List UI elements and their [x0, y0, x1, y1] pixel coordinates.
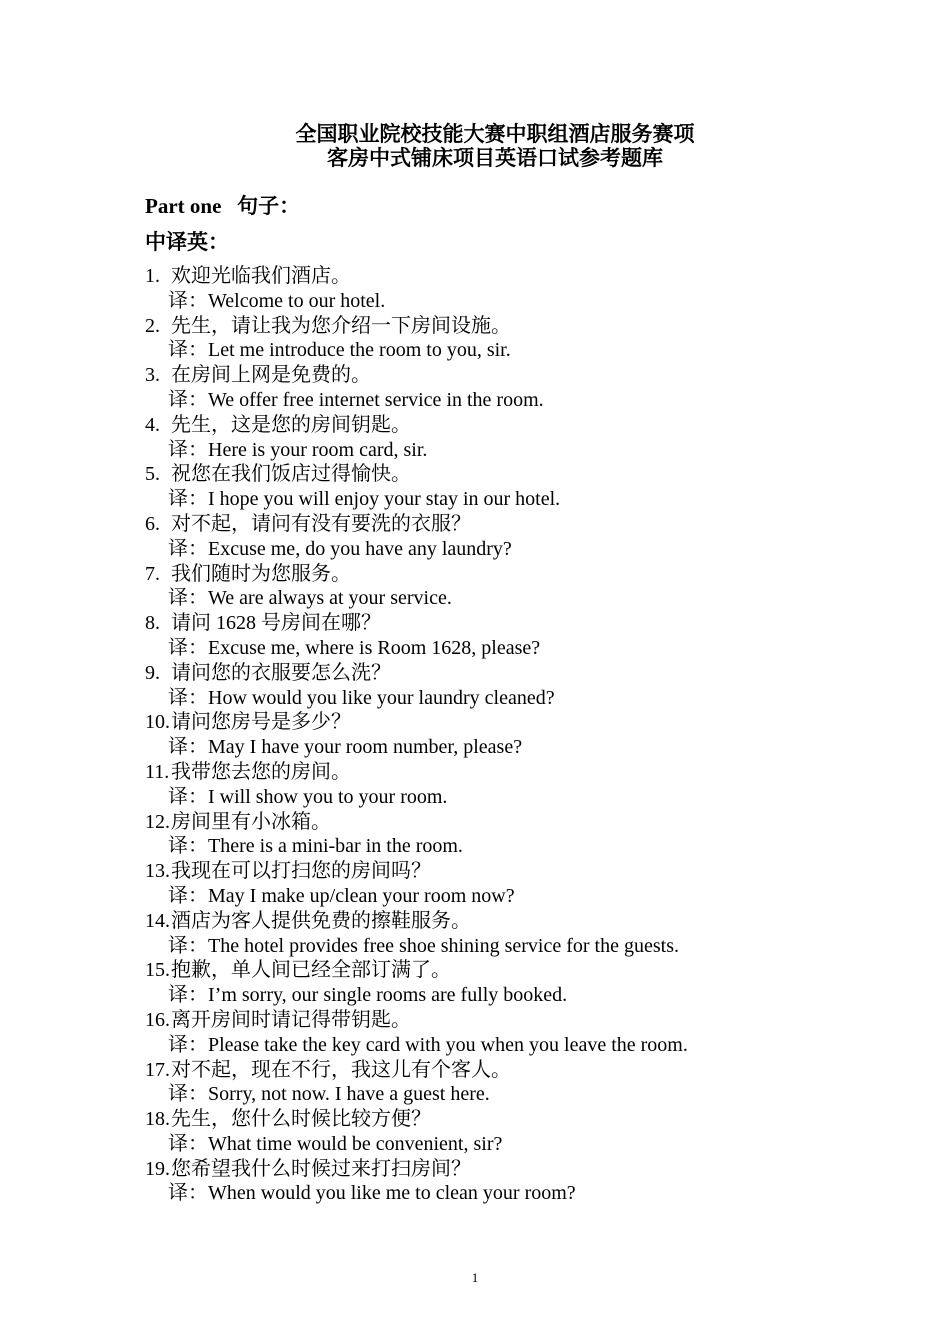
list-item: [145, 413, 845, 463]
answer-line: [145, 934, 845, 959]
answer-line: [145, 487, 845, 512]
english-translation: What time would be convenient, sir?: [208, 1132, 503, 1155]
list-item: [145, 562, 845, 612]
list-item: [145, 909, 845, 959]
list-item: [145, 1107, 845, 1157]
title-line-2: 客房中式铺床项目英语口试参考题库: [327, 146, 663, 170]
item-number: 18.: [145, 1108, 170, 1131]
answer-line: [145, 983, 845, 1008]
chinese-sentence: 抱歉，单人间已经全部订满了。: [171, 959, 451, 982]
qa-list: [145, 264, 845, 1206]
answer-line: [145, 884, 845, 909]
english-translation: May I have your room number, please?: [208, 736, 523, 759]
item-number: 6.: [145, 512, 160, 535]
answer-prefix: 译：: [168, 339, 208, 362]
answer-line: [145, 586, 845, 611]
english-translation: I’m sorry, our single rooms are fully booked.: [208, 984, 568, 1007]
list-item: [145, 661, 845, 711]
answer-line: [145, 785, 845, 810]
question-line: [145, 314, 845, 339]
question-line: [145, 710, 845, 735]
document-title: [0, 122, 950, 170]
item-number: 4.: [145, 413, 160, 436]
answer-line: [145, 438, 845, 463]
chinese-sentence: 祝您在我们饭店过得愉快。: [171, 463, 411, 486]
question-line: [145, 462, 845, 487]
chinese-sentence: 请问您房号是多少？: [171, 711, 351, 734]
question-line: [145, 264, 845, 289]
list-item: [145, 512, 845, 562]
english-translation: Sorry, not now. I have a guest here.: [208, 1083, 490, 1106]
list-item: [145, 611, 845, 661]
item-number: 3.: [145, 364, 160, 387]
item-number: 14.: [145, 909, 170, 932]
answer-prefix: 译：: [168, 636, 208, 659]
english-translation: Let me introduce the room to you, sir.: [208, 339, 511, 362]
answer-prefix: 译：: [168, 488, 208, 511]
english-translation: Here is your room card, sir.: [208, 438, 428, 461]
list-item: [145, 710, 845, 760]
answer-prefix: 译：: [168, 785, 208, 808]
english-translation: When would you like me to clean your room?: [208, 1182, 576, 1205]
english-translation: We offer free internet service in the room.: [208, 388, 544, 411]
chinese-sentence: 我们随时为您服务。: [171, 562, 351, 585]
english-translation: There is a mini-bar in the room.: [208, 835, 463, 858]
list-item: [145, 1157, 845, 1207]
item-number: 5.: [145, 463, 160, 486]
list-item: [145, 958, 845, 1008]
chinese-sentence: 请问您的衣服要怎么洗？: [171, 661, 391, 684]
list-item: [145, 363, 845, 413]
question-line: [145, 1008, 845, 1033]
english-translation: Please take the key card with you when you leave the room.: [208, 1033, 688, 1056]
chinese-sentence: 对不起，现在不行，我这儿有个客人。: [171, 1058, 511, 1081]
english-translation: Excuse me, do you have any laundry?: [208, 537, 512, 560]
list-item: [145, 760, 845, 810]
answer-line: [145, 537, 845, 562]
item-number: 19.: [145, 1157, 170, 1180]
question-line: [145, 909, 845, 934]
english-translation: I hope you will enjoy your stay in our hotel.: [208, 488, 561, 511]
answer-line: [145, 686, 845, 711]
chinese-sentence: 在房间上网是免费的。: [171, 364, 371, 387]
answer-prefix: 译：: [168, 289, 208, 312]
list-item: [145, 462, 845, 512]
english-translation: How would you like your laundry cleaned?: [208, 686, 555, 709]
answer-line: [145, 1181, 845, 1206]
item-number: 11.: [145, 760, 170, 783]
section-heading: 中译英：: [145, 230, 229, 254]
answer-line: [145, 735, 845, 760]
answer-prefix: 译：: [168, 438, 208, 461]
question-line: [145, 1107, 845, 1132]
english-translation: May I make up/clean your room now?: [208, 884, 515, 907]
chinese-sentence: 先生，这是您的房间钥匙。: [171, 413, 411, 436]
chinese-sentence: 房间里有小冰箱。: [171, 810, 331, 833]
item-number: 13.: [145, 860, 170, 883]
question-line: [145, 958, 845, 983]
question-line: [145, 810, 845, 835]
answer-prefix: 译：: [168, 587, 208, 610]
question-line: [145, 760, 845, 785]
list-item: [145, 1008, 845, 1058]
question-line: [145, 661, 845, 686]
item-number: 15.: [145, 959, 170, 982]
item-number: 9.: [145, 661, 160, 684]
chinese-sentence: 我带您去您的房间。: [171, 760, 351, 783]
page-number: 1: [471, 1270, 479, 1285]
answer-prefix: 译：: [168, 1033, 208, 1056]
item-number: 17.: [145, 1058, 170, 1081]
item-number: 16.: [145, 1008, 170, 1031]
list-item: [145, 859, 845, 909]
chinese-sentence: 先生，请让我为您介绍一下房间设施。: [171, 314, 511, 337]
answer-line: [145, 636, 845, 661]
answer-prefix: 译：: [168, 537, 208, 560]
item-number: 10.: [145, 711, 170, 734]
answer-prefix: 译：: [168, 984, 208, 1007]
answer-line: [145, 289, 845, 314]
question-line: [145, 1058, 845, 1083]
answer-line: [145, 338, 845, 363]
answer-prefix: 译：: [168, 934, 208, 957]
chinese-sentence: 离开房间时请记得带钥匙。: [171, 1008, 411, 1031]
item-number: 8.: [145, 612, 160, 635]
chinese-sentence: 对不起，请问有没有要洗的衣服？: [171, 512, 471, 535]
item-number: 7.: [145, 562, 160, 585]
list-item: [145, 1058, 845, 1108]
answer-prefix: 译：: [168, 884, 208, 907]
question-line: [145, 363, 845, 388]
question-line: [145, 512, 845, 537]
list-item: [145, 314, 845, 364]
question-line: [145, 1157, 845, 1182]
question-line: [145, 611, 845, 636]
answer-line: [145, 388, 845, 413]
answer-prefix: 译：: [168, 686, 208, 709]
question-line: [145, 413, 845, 438]
question-line: [145, 562, 845, 587]
chinese-sentence: 请问 1628 号房间在哪？: [171, 612, 381, 635]
answer-prefix: 译：: [168, 388, 208, 411]
part-heading: Part one 句子：: [145, 194, 301, 218]
english-translation: Welcome to our hotel.: [208, 289, 386, 312]
answer-prefix: 译：: [168, 1132, 208, 1155]
question-line: [145, 859, 845, 884]
chinese-sentence: 酒店为客人提供免费的擦鞋服务。: [171, 909, 471, 932]
item-number: 12.: [145, 810, 170, 833]
answer-line: [145, 1082, 845, 1107]
answer-line: [145, 1033, 845, 1058]
chinese-sentence: 欢迎光临我们酒店。: [171, 265, 351, 287]
english-translation: Excuse me, where is Room 1628, please?: [208, 636, 541, 659]
item-number: 1.: [145, 265, 160, 287]
chinese-sentence: 您希望我什么时候过来打扫房间？: [171, 1157, 471, 1180]
list-item: [145, 264, 845, 314]
list-item: [145, 810, 845, 860]
answer-line: [145, 1132, 845, 1157]
chinese-sentence: 先生，您什么时候比较方便？: [171, 1108, 431, 1131]
english-translation: We are always at your service.: [208, 587, 452, 610]
answer-prefix: 译：: [168, 1182, 208, 1205]
title-line-1: 全国职业院校技能大赛中职组酒店服务赛项: [295, 122, 695, 146]
answer-line: [145, 834, 845, 859]
chinese-sentence: 我现在可以打扫您的房间吗？: [171, 860, 431, 883]
item-number: 2.: [145, 314, 160, 337]
answer-prefix: 译：: [168, 736, 208, 759]
answer-prefix: 译：: [168, 1083, 208, 1106]
answer-prefix: 译：: [168, 835, 208, 858]
english-translation: The hotel provides free shoe shining service for the guests.: [208, 934, 679, 957]
english-translation: I will show you to your room.: [208, 785, 448, 808]
